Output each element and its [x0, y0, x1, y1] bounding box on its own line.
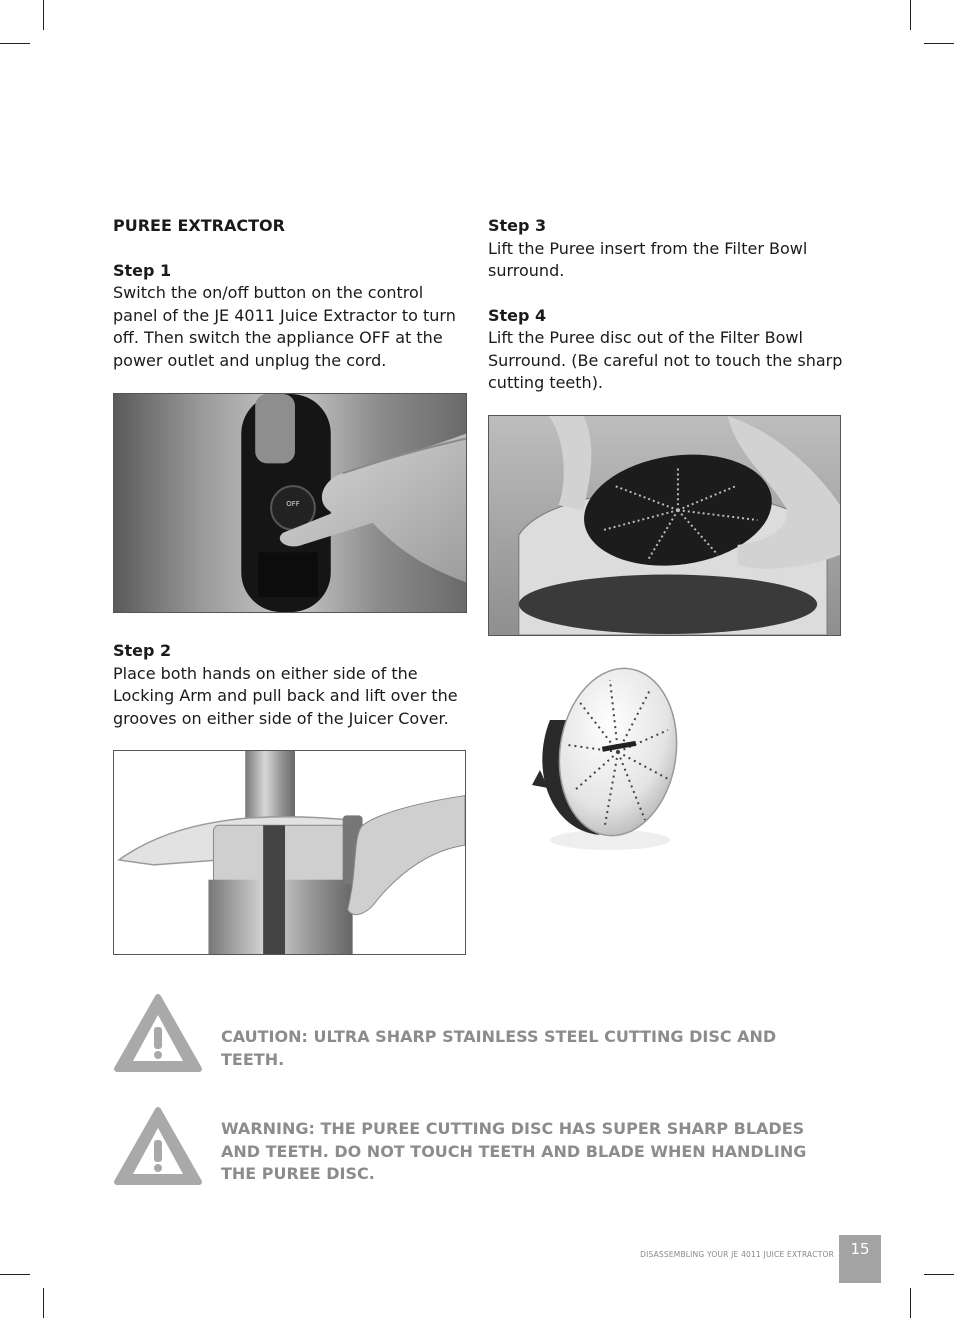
- puree-disc-photo: [510, 660, 700, 870]
- crop-mark: [43, 1288, 44, 1318]
- step-2-label: Step 2: [113, 641, 172, 660]
- crop-mark: [924, 1274, 954, 1275]
- step-2-text: Place both hands on either side of the Locking Arm and pull back and lift over the grooves on either side of the Juicer Cover.: [113, 663, 458, 728]
- off-button-label: OFF: [286, 499, 300, 508]
- step-1-label: Step 1: [113, 260, 172, 280]
- right-column-top: [488, 215, 843, 395]
- crop-mark: [43, 0, 44, 30]
- step-3-label: Step 3: [488, 216, 547, 235]
- page-number: 15: [839, 1235, 881, 1283]
- crop-mark: [924, 43, 954, 44]
- crop-mark: [0, 1274, 30, 1275]
- puree-disc-lift-photo: [488, 415, 841, 636]
- warning-triangle-icon: [113, 993, 203, 1073]
- warning-text: WARNING: THE PUREE CUTTING DISC HAS SUPER SHARP BLADES AND TEETH. DO NOT TOUCH TEETH AND BLADE WHEN HANDLING THE PUREE DISC.: [221, 1119, 807, 1183]
- left-column-step2: [113, 640, 468, 730]
- control-panel-photo: [113, 393, 467, 613]
- juicer-cover-photo: [113, 750, 466, 955]
- step-3-text: Lift the Puree insert from the Filter Bowl surround.: [488, 238, 808, 280]
- step-1-text: Switch the on/off button on the control panel of the JE 4011 Juice Extractor to turn off. Then switch the appliance OFF at the power outlet and unplug the cord.: [113, 283, 456, 370]
- warning-triangle-icon: [113, 1106, 203, 1186]
- crop-mark: [910, 1288, 911, 1318]
- section-title: PUREE EXTRACTOR: [113, 216, 285, 235]
- step-4-label: Step 4: [488, 305, 547, 325]
- crop-mark: [0, 43, 30, 44]
- step-4-text: Lift the Puree disc out of the Filter Bowl Surround. (Be careful not to touch the sharp cutting teeth).: [488, 328, 843, 392]
- footer-section-title: DISASSEMBLING YOUR JE 4011 JUICE EXTRACTOR: [640, 1250, 834, 1259]
- left-column-top: [113, 215, 468, 372]
- caution-text: CAUTION: ULTRA SHARP STAINLESS STEEL CUTTING DISC AND TEETH.: [221, 1027, 777, 1069]
- crop-mark: [910, 0, 911, 30]
